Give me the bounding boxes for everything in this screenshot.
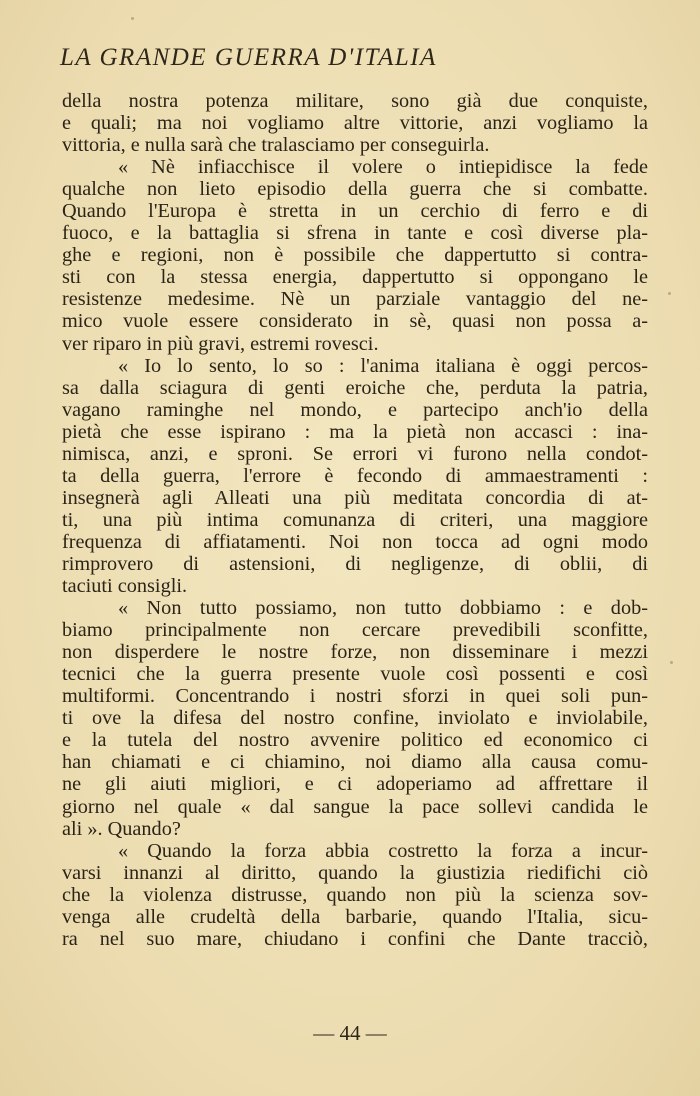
text-line: frequenza di affiatamenti. Noi non tocca ad ogni modo bbox=[62, 530, 648, 553]
text-line: sa dalla sciagura di genti eroiche che, perduta la patria, bbox=[62, 376, 648, 399]
text-line: rimprovero di astensioni, di negligenze, di oblii, di bbox=[62, 552, 648, 575]
text-line: insegnerà agli Alleati una più meditata concordia di at- bbox=[62, 486, 648, 509]
text-line: venga alle crudeltà della barbarie, quando l'Italia, sicu- bbox=[62, 905, 648, 928]
text-line: ti, una più intima comunanza di criteri, una maggiore bbox=[62, 508, 648, 531]
page-number: — 44 — bbox=[313, 1021, 387, 1045]
text-line: ghe e regioni, non è possibile che dappertutto si contra- bbox=[62, 244, 648, 267]
paper-speck bbox=[668, 292, 671, 295]
text-line: giorno nel quale « dal sangue la pace sollevi candida le bbox=[62, 795, 648, 818]
text-line: sti con la stessa energia, dappertutto si oppongano le bbox=[62, 266, 648, 289]
text-line: ver riparo in più gravi, estremi rovesci. bbox=[62, 332, 379, 355]
text-line: multiformi. Concentrando i nostri sforzi in quei soli pun- bbox=[62, 685, 648, 708]
text-line: « Non tutto possiamo, non tutto dobbiamo : e dob- bbox=[118, 597, 648, 620]
text-line: vagano raminghe nel mondo, e partecipo anch'io della bbox=[62, 398, 648, 421]
text-line: ali ». Quando? bbox=[62, 817, 181, 840]
paper-speck bbox=[131, 17, 134, 20]
body-text bbox=[62, 90, 648, 950]
text-line: ti ove la difesa del nostro confine, inviolato e inviolabile, bbox=[62, 707, 648, 730]
text-line: resistenze medesime. Nè un parziale vantaggio del ne- bbox=[62, 288, 648, 311]
text-line: « Io lo sento, lo so : l'anima italiana è oggi percos- bbox=[118, 354, 648, 377]
text-line: mico vuole essere considerato in sè, quasi non possa a- bbox=[62, 310, 648, 333]
text-line: pietà che esse ispirano : ma la pietà non accasci : ina- bbox=[62, 420, 648, 443]
text-line: han chiamati e ci chiamino, noi diamo alla causa comu- bbox=[62, 751, 648, 774]
text-line: che la violenza distrusse, quando non più la scienza sov- bbox=[62, 883, 648, 906]
text-line: fuoco, e la battaglia si sfrena in tante e così diverse pla- bbox=[62, 222, 648, 245]
text-line: varsi innanzi al diritto, quando la giustizia riedifichi ciò bbox=[62, 861, 648, 884]
text-line: qualche non lieto episodio della guerra che si combatte. bbox=[62, 178, 648, 201]
text-line: ne gli aiuti migliori, e ci adoperiamo ad affrettare il bbox=[62, 773, 648, 796]
text-line: e quali; ma noi vogliamo altre vittorie, anzi vogliamo la bbox=[62, 112, 648, 135]
text-line: « Nè infiacchisce il volere o intiepidisce la fede bbox=[118, 156, 648, 179]
paper-speck bbox=[670, 661, 673, 664]
text-line: non disperdere le nostre forze, non disseminare i mezzi bbox=[62, 641, 648, 664]
text-line: tecnici che la guerra presente vuole così possenti e così bbox=[62, 663, 648, 686]
text-line: ta della guerra, l'errore è fecondo di ammaestramenti : bbox=[62, 464, 648, 487]
text-line: della nostra potenza militare, sono già due conquiste, bbox=[62, 90, 648, 112]
text-line: taciuti consigli. bbox=[62, 575, 188, 598]
text-line: « Quando la forza abbia costretto la forza a incur- bbox=[118, 839, 648, 862]
text-line: nimisca, anzi, e sproni. Se errori vi furono nella condot- bbox=[62, 442, 648, 465]
text-line: biamo principalmente non cercare prevedibili sconfitte, bbox=[62, 619, 648, 642]
running-head-title: LA GRANDE GUERRA D'ITALIA bbox=[60, 44, 437, 71]
text-line: ra nel suo mare, chiudano i confini che Dante tracciò, bbox=[62, 927, 648, 950]
text-line: vittoria, e nulla sarà che tralasciamo per conseguirla. bbox=[62, 134, 490, 157]
text-line: e la tutela del nostro avvenire politico ed economico ci bbox=[62, 729, 648, 752]
text-line: Quando l'Europa è stretta in un cerchio di ferro e di bbox=[62, 200, 648, 223]
